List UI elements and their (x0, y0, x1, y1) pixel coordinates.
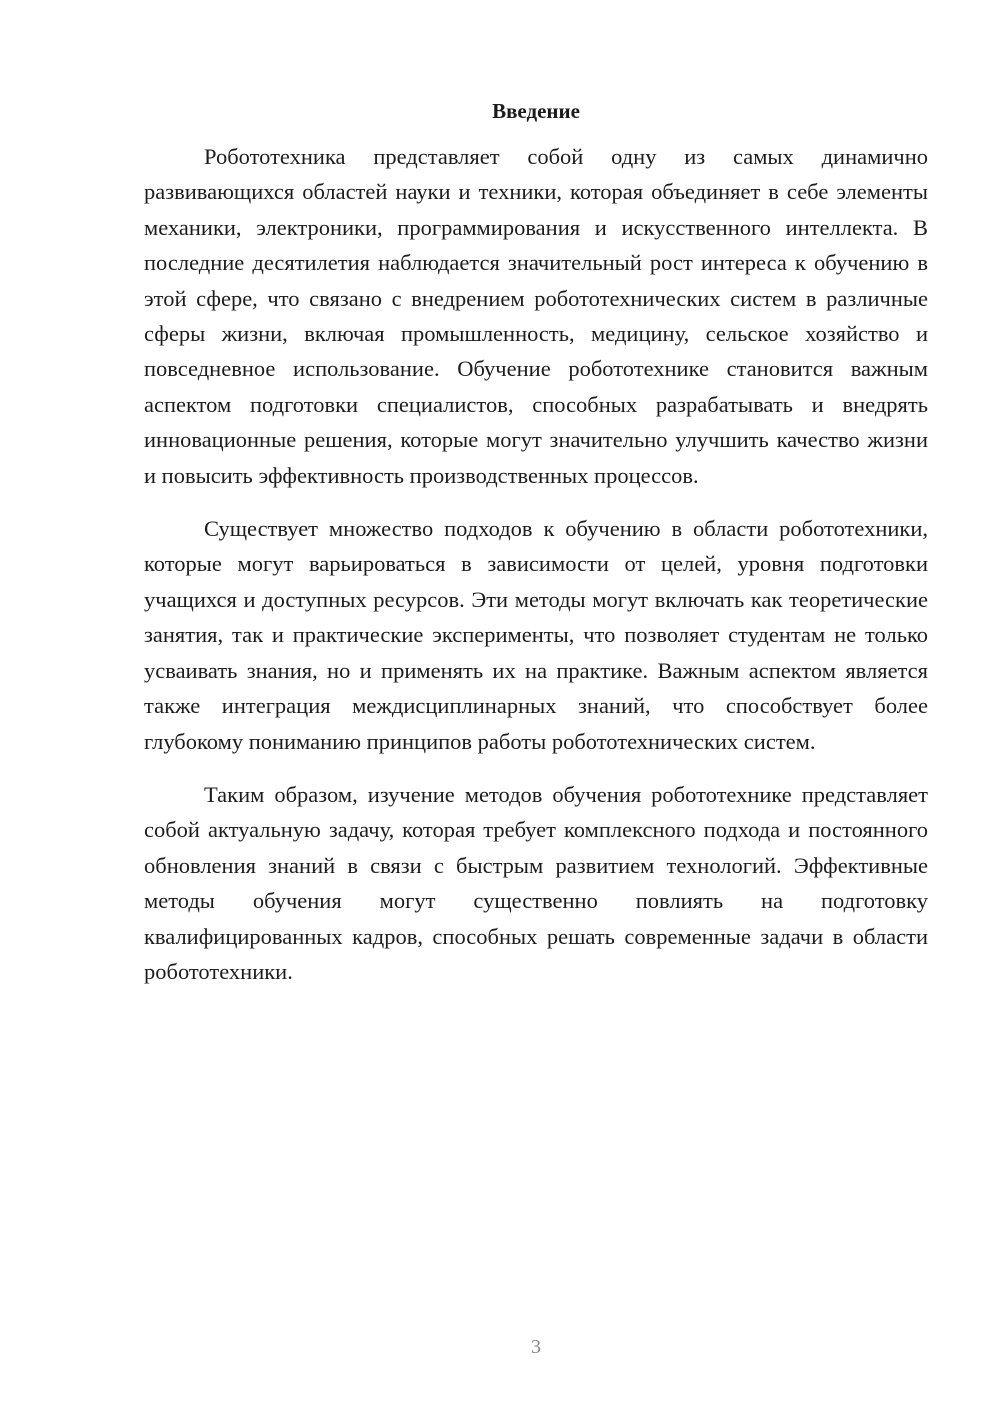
section-heading: Введение (492, 99, 580, 123)
page-content (144, 96, 928, 989)
paragraph-1: Робототехника представляет собой одну из самых динамично развивающихся областей науки и техники, которая объединяет в себе элементы механики, электроники, программирования и искусственного интеллекта. В последние десятилетия наблюдается значительный рост интереса к обучению в этой сфере, что связано с внедрением робототехнических систем в различные сферы жизни, включая промышленность, медицину, сельское хозяйство и повседневное использование. Обучение робототехнике становится важным аспектом подготовки специалистов, способных разрабатывать и внедрять инновационные решения, которые могут значительно улучшить качество жизни и повысить эффективность производственных процессов. (144, 144, 928, 488)
paragraph-3: Таким образом, изучение методов обучения робототехнике представляет собой актуальную задачу, которая требует комплексного подхода и постоянного обновления знаний в связи с быстрым развитием технологий. Эффективные методы обучения могут существенно повлиять на подготовку квалифицированных кадров, способных решать современные задачи в области робототехники. (144, 781, 928, 984)
page-number: 3 (531, 1336, 541, 1358)
paragraph-2: Существует множество подходов к обучению в области робототехники, которые могут варьироваться в зависимости от целей, уровня подготовки учащихся и доступных ресурсов. Эти методы могут включать как теоретические занятия, так и практические эксперименты, что позволяет студентам не только усваивать знания, но и применять их на практике. Важным аспектом является также интеграция междисциплинарных знаний, что способствует более глубокому пониманию принципов работы робототехнических систем. (144, 516, 928, 754)
